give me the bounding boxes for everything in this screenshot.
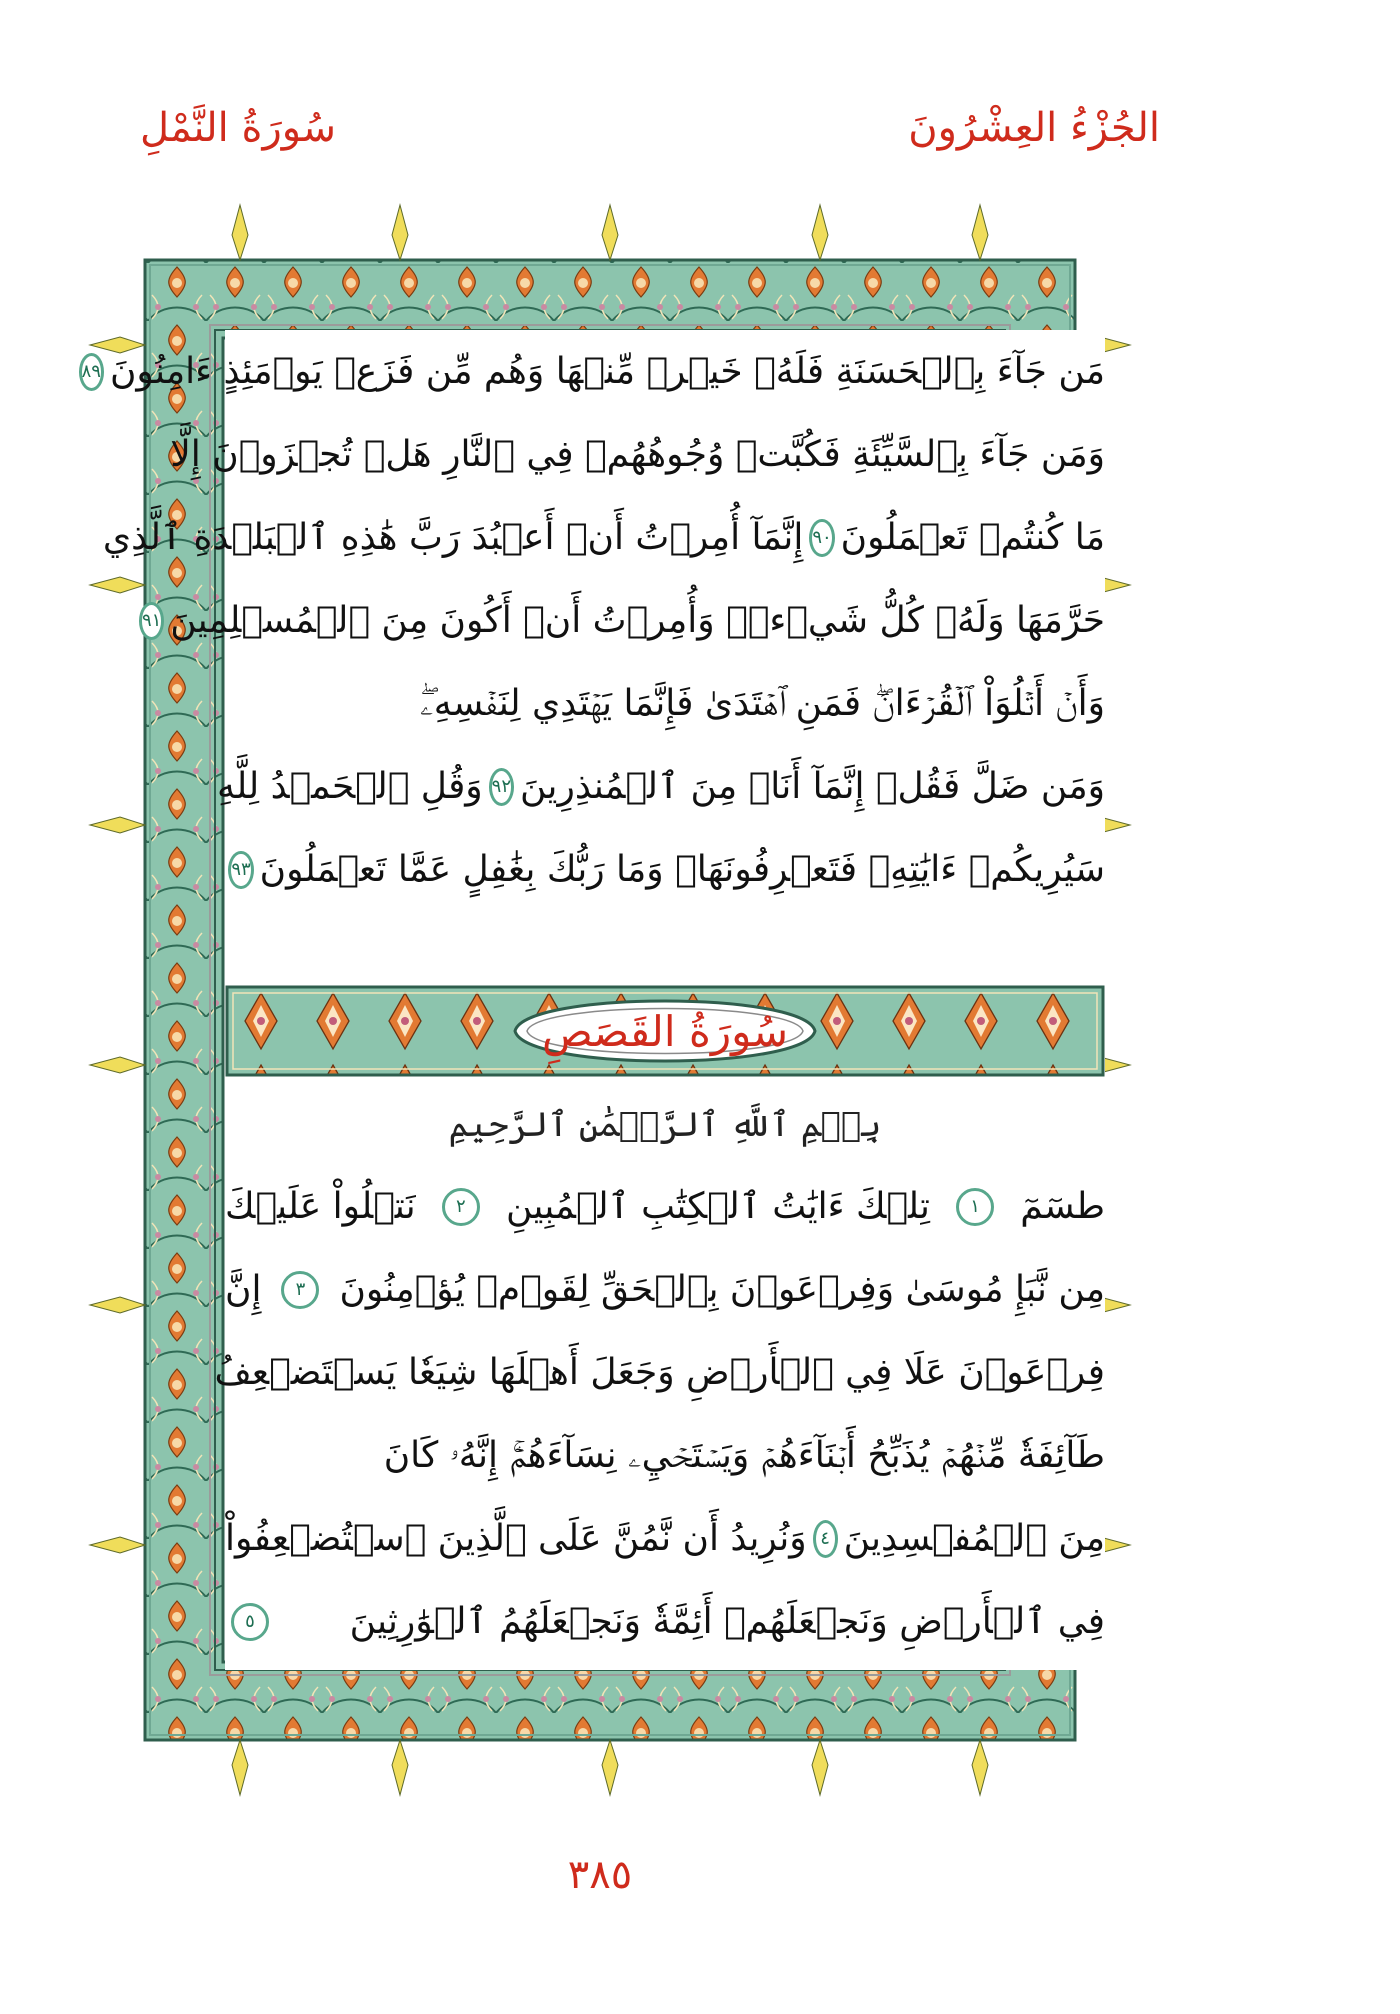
verse-text: وَنُرِيدُ أَن نَّمُنَّ عَلَى ٱلَّذِينَ ٱسۡتُضۡعِفُواْ — [225, 1518, 807, 1559]
verse-line — [225, 1165, 1105, 1248]
verse-line — [225, 1580, 1105, 1663]
ayah-number-marker: ٣ — [281, 1271, 319, 1309]
verse-line — [102, 496, 1105, 579]
verse-text: وَمَن ضَلَّ فَقُلۡ إِنَّمَآ أَنَا۠ مِنَ ٱلۡمُنذِرِينَ — [520, 766, 1105, 807]
verse-text: تِلۡكَ ءَايَٰتُ ٱلۡكِتَٰبِ ٱلۡمُبِينِ — [506, 1186, 930, 1227]
verses-section-1 — [81, 330, 1105, 911]
verse-text: مِنَ ٱلۡمُفۡسِدِينَ — [843, 1518, 1105, 1559]
page-number: ٣٨٥ — [567, 1852, 633, 1898]
ayah-number-marker: ٥ — [231, 1603, 269, 1641]
verse-text: إِنَّ — [225, 1269, 262, 1310]
surah-banner-title: سُورَةُ القَصَصِ — [541, 1006, 789, 1056]
verse-text: وَقُلِ ٱلۡحَمۡدُ لِلَّهِ — [217, 766, 483, 807]
ayah-number-marker: ٢ — [442, 1188, 480, 1226]
verse-line — [225, 1248, 1105, 1331]
verse-line — [217, 745, 1105, 828]
surah-header-title: سُورَةُ النَّمْلِ — [140, 105, 336, 151]
ayah-number-marker: ١ — [956, 1188, 994, 1226]
basmala: بِسۡمِ ٱللَّهِ ٱلرَّحۡمَٰنِ ٱلرَّحِيمِ — [448, 1105, 882, 1145]
verse-text: طسٓمٓ — [1020, 1186, 1105, 1227]
verse-text: فِرۡعَوۡنَ عَلَا فِي ٱلۡأَرۡضِ وَجَعَلَ أَهۡلَهَا شِيَعٗا يَسۡتَضۡعِفُ — [214, 1352, 1105, 1393]
verse-line — [170, 413, 1105, 496]
verse-line — [141, 579, 1105, 662]
verse-text: طَآئِفَةٗ مِّنۡهُمۡ يُذَبِّحُ أَبۡنَآءَهُمۡ وَيَسۡتَحۡيِۦ نِسَآءَهُمۡۚ إِنَّهُۥ كَانَ — [383, 1434, 1105, 1476]
verse-text: مِن نَّبَإِ مُوسَىٰ وَفِرۡعَوۡنَ بِٱلۡحَقِّ لِقَوۡمٖ يُؤۡمِنُونَ — [339, 1269, 1105, 1310]
verse-text: سَيُرِيكُمۡ ءَايَٰتِهِۦ فَتَعۡرِفُونَهَاۚ وَمَا رَبُّكَ بِغَٰفِلٍ عَمَّا تَعۡمَلُونَ — [259, 849, 1105, 890]
verse-line — [225, 662, 1105, 745]
page-header — [140, 105, 1160, 165]
ayah-number-marker: ٨٩ — [79, 353, 104, 391]
verse-text: فِي ٱلۡأَرۡضِ وَنَجۡعَلَهُمۡ أَئِمَّةٗ وَنَجۡعَلَهُمُ ٱلۡوَٰرِثِينَ — [349, 1601, 1105, 1642]
verse-text: حَرَّمَهَا وَلَهُۥ كُلُّ شَيۡءٖۖ وَأُمِرۡتُ أَنۡ أَكُونَ مِنَ ٱلۡمُسۡلِمِينَ — [170, 600, 1105, 641]
ayah-number-marker: ٩٣ — [228, 851, 253, 889]
verse-line — [225, 828, 1105, 911]
ayah-number-marker: ٩٠ — [809, 519, 834, 557]
verse-line — [81, 330, 1105, 413]
verse-text: مَن جَآءَ بِٱلۡحَسَنَةِ فَلَهُۥ خَيۡرٞ مِّنۡهَا وَهُم مِّن فَزَعٖ يَوۡمَئِذٍ ءَامِنُونَ — [109, 351, 1105, 392]
verses-section-2 — [214, 1165, 1105, 1663]
surah-banner — [225, 985, 1105, 1077]
verse-line — [225, 1414, 1105, 1497]
ayah-number-marker: ٩٢ — [489, 768, 514, 806]
ayah-number-marker: ٩١ — [139, 602, 164, 640]
verse-text: إِنَّمَآ أُمِرۡتُ أَنۡ أَعۡبُدَ رَبَّ هَٰذِهِ ٱلۡبَلۡدَةِ ٱلَّذِي — [102, 517, 804, 558]
verse-line — [225, 1497, 1105, 1580]
verse-text: نَتۡلُواْ عَلَيۡكَ — [225, 1186, 416, 1227]
juz-title: الجُزْءُ العِشْرُونَ — [908, 105, 1160, 151]
verse-text: مَا كُنتُمۡ تَعۡمَلُونَ — [840, 517, 1105, 558]
ayah-number-marker: ٤ — [813, 1520, 838, 1558]
verse-line — [214, 1331, 1105, 1414]
verse-text: وَأَنۡ أَتۡلُوَاْ ٱلۡقُرۡءَانَۖ فَمَنِ ٱهۡتَدَىٰ فَإِنَّمَا يَهۡتَدِي لِنَفۡسِهِۦۖ — [420, 682, 1105, 724]
verse-text: وَمَن جَآءَ بِٱلسَّيِّئَةِ فَكُبَّتۡ وُجُوهُهُمۡ فِي ٱلنَّارِ هَلۡ تُجۡزَوۡنَ إِلَّا — [170, 434, 1105, 475]
